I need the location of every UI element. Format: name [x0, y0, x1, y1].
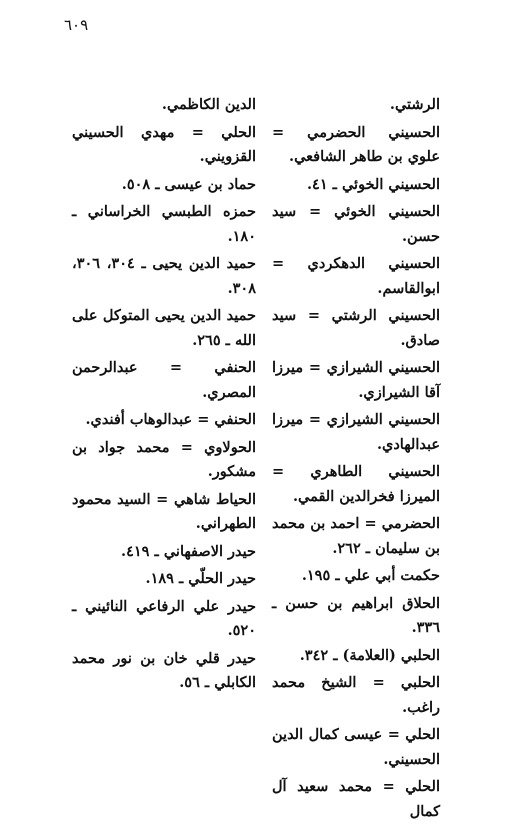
index-entry: الحلي = مهدي الحسيني القزويني.	[72, 123, 256, 165]
index-entry: حيدر الحلّي ـ ١٨٩.	[145, 570, 256, 587]
index-entry: حيدر قلي خان بن نور محمد الكابلي ـ ٥٦.	[72, 649, 256, 691]
index-entry: الحسيني الخوئي = سيد حسن.	[272, 203, 440, 245]
index-entry: الحلبي = الشيخ محمد راغب.	[272, 674, 440, 716]
index-entry: الحسيني الحضرمي = علوي بن طاهر الشافعي.	[272, 123, 440, 165]
index-entry: حميد الدين يحيى ـ ٣٠٤، ٣٠٦، ٣٠٨.	[72, 255, 256, 297]
index-entry: الحسيني الخوئي ـ ٤١.	[306, 175, 440, 193]
index-entry: الحلبي (العلامة) ـ ٣٤٢.	[299, 646, 440, 664]
index-entry: الحنفي = عبدالوهاب أفندي.	[85, 411, 256, 428]
index-column-left	[72, 93, 256, 696]
index-entry: الحلي = عيسى كمال الدين الحسيني.	[272, 726, 440, 768]
index-entry: حيدر علي الرفاعي النائيني ـ ٥٢٠.	[72, 597, 256, 639]
page-number: ٦٠٩	[64, 16, 89, 34]
index-entry: حميد الدين يحيى المتوكل على الله ـ ٢٦٥.	[72, 307, 256, 349]
index-entry: الحسيني الشيرازي = ميرزا آقا الشيرازي.	[272, 359, 440, 401]
index-entry: حكمت أبي علي ـ ١٩٥.	[301, 567, 440, 584]
index-entry: الحسيني الشيرازي = ميرزا عبدالهادي.	[272, 411, 440, 453]
index-entry: الحلاق ابراهيم بن حسن ـ ٣٣٦.	[272, 594, 440, 636]
index-entry: حيدر الاصفهاني ـ ٤١٩.	[121, 542, 256, 560]
index-entry: حمزه الطبسي الخراساني ـ ١٨٠.	[72, 203, 256, 245]
index-entry: الحياط شاهي = السيد محمود الطهراني.	[72, 490, 256, 532]
index-entry: الحولاوي = محمد جواد بن مشكور.	[72, 438, 256, 480]
index-entry: حماد بن عيسى ـ ٥٠٨.	[121, 175, 256, 193]
index-entry: الحسيني الدهكردي = ابوالقاسم.	[272, 255, 440, 297]
index-entry: الدين الكاظمي.	[161, 96, 256, 113]
index-entry: الحسيني الرشتي = سيد صادق.	[272, 307, 440, 349]
index-entry: الحسيني الطاهري = الميرزا فخرالدين القمي.	[272, 463, 440, 505]
index-entry: الحنفي = عبدالرحمن المصري.	[72, 359, 256, 401]
index-entry: الحضرمي = احمد بن محمد بن سليمان ـ ٢٦٢.	[272, 515, 440, 557]
index-column-right	[272, 93, 440, 824]
index-entry: الحلي = محمد سعيد آل كمال	[272, 778, 440, 820]
index-entry: الرشتي.	[389, 96, 440, 113]
